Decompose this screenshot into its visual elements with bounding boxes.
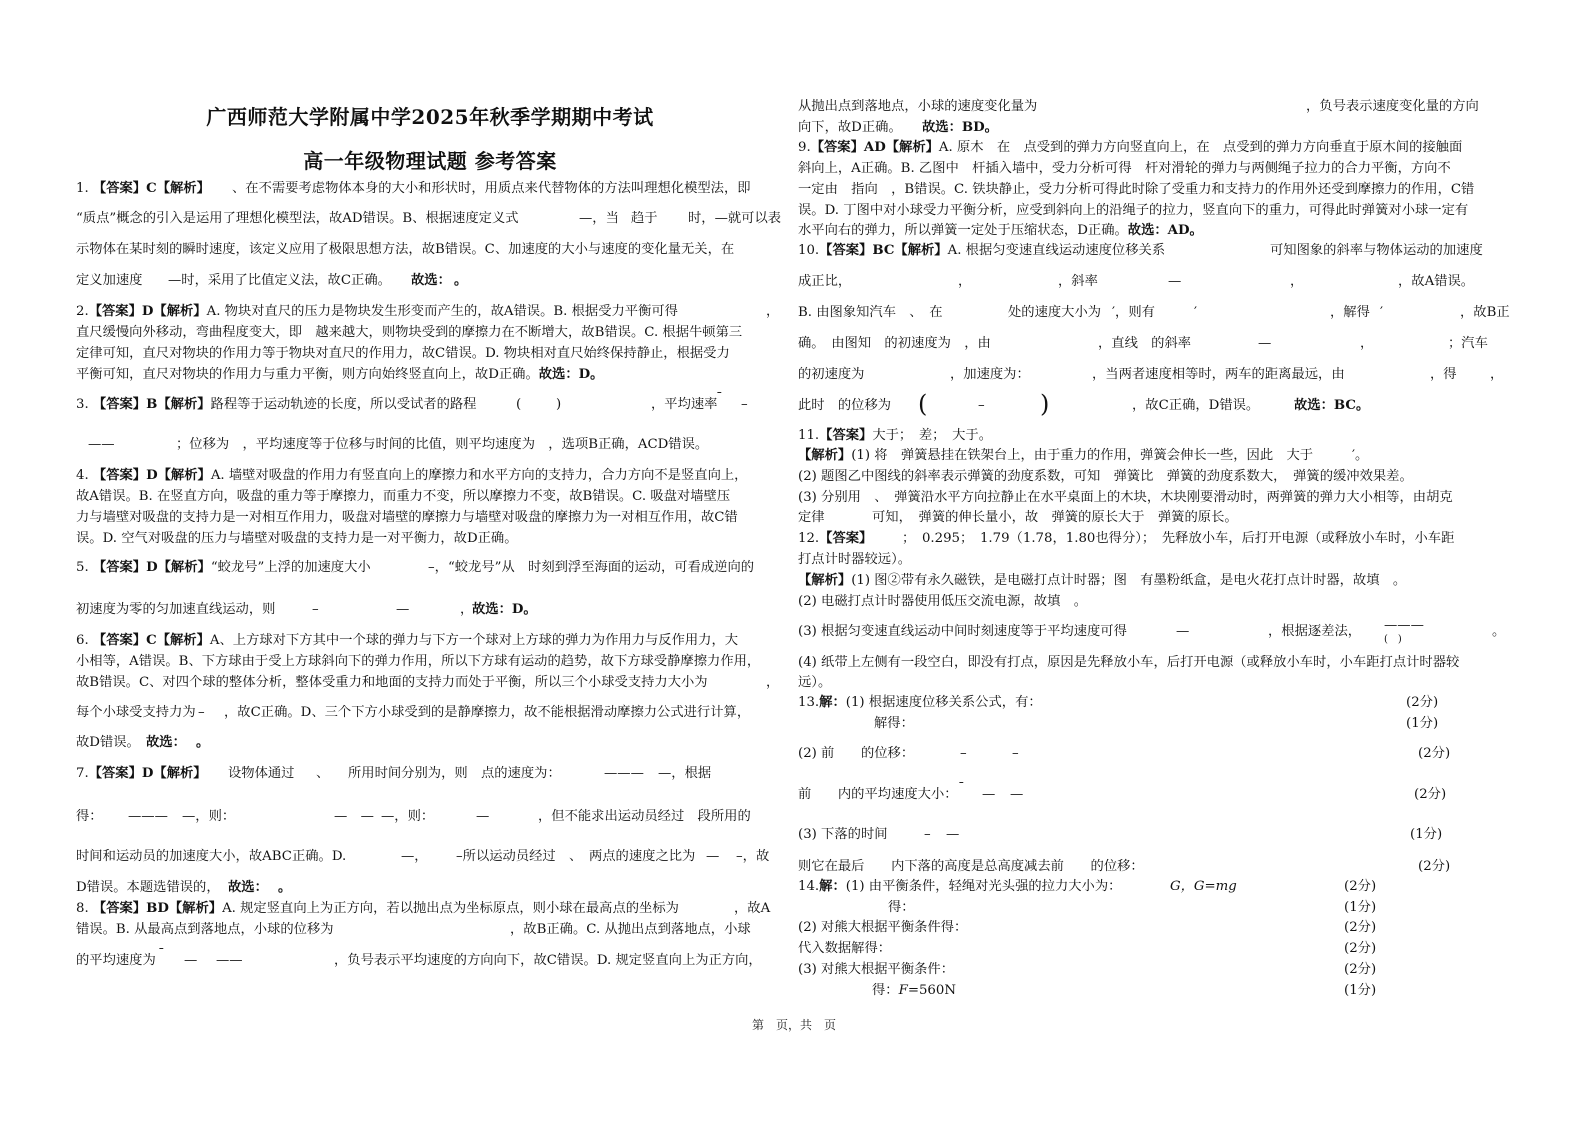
q6-line-3: 故B错误。C、对四个球的整体分析，整体受重力和地面的支持力而处于平衡，所以三个小球受支持力大小为 ， (76, 675, 780, 690)
q2-line-1: 2.【答案】D【解析】A. 物块对直尺的压力是物块发生形变而产生的，故A错误。B. 根据受力平衡可得 ， (76, 304, 780, 319)
q4-line-2: 故A错误。B. 在竖直方向，吸盘的重力等于摩擦力，而重力不变，所以摩擦力不变，故B错误。C. 吸盘对墙壁压 (76, 489, 731, 504)
q6-line-1: 6. 【答案】C【解析】A、上方球对下方其中一个球的弹力与下方一个球对上方球的弹力为作用力与反作用力，大 (76, 633, 739, 648)
answer-tag: 【答案】BD【解析】 (92, 901, 223, 916)
question-number: 3. (76, 397, 89, 412)
q1-line-3: 示物体在某时刻的瞬时速度，该定义应用了极限思想方法，故B错误。C、加速度的大小与速度的变化量无关，在 (76, 242, 735, 257)
answer-tag: 【答案】BC【解析】 (819, 243, 948, 258)
question-number: 7. (76, 766, 89, 781)
q5-line-1: 5. 【答案】D【解析】“蛟龙号”上浮的加速度大小 –，“蛟龙号”从 时刻到浮至海面的运动，可看成逆向的 (76, 560, 755, 575)
question-number: 12. (798, 531, 820, 546)
analysis-tag: 【解析】 (798, 448, 852, 463)
score: (2分) (1406, 695, 1439, 710)
solution-tag: 解： (819, 695, 846, 710)
answer-tag: 【答案】B【解析】 (92, 397, 211, 412)
q1-line-1: 1. 【答案】C【解析】 、在不需要考虑物体本身的大小和形状时，用质点来代替物体的方法叫理想化模型法，即 (76, 181, 751, 196)
score: (1分) (1406, 716, 1439, 731)
q2-line-3: 定律可知，直尺对物块的作用力等于物块对直尺的作用力，故C错误。D. 物块相对直尺始终保持静止，根据受力 (76, 346, 730, 361)
q6-line-2: 小相等，A错误。B、下方球由于受上方球斜向下的弹力作用，所以下方球有运动的趋势，故下方球受静摩擦力作用， (76, 654, 761, 669)
score: (2分) (1418, 746, 1451, 761)
score: (2分) (1344, 941, 1377, 956)
question-number: 11. (798, 428, 820, 443)
score: (1分) (1410, 827, 1443, 842)
answer-tag: 【答案】AD【解析】 (810, 140, 939, 155)
answer-sheet-page: 广西师范大学附属中学2025年秋季学期期中考试 高一年级物理试题 参考答案 1. 【答案】C【解析】 、在不需要考虑物体本身的大小和形状时，用质点来代替物体的方法叫理想化模型法，即 “质点”概念的引入是运用了理想化模型法，故AD错误。B、根据速度定义式 —，当 趋于 时，—就可以表 示物体在某时刻的瞬时速度，该定义应用了极限思想方法，故B错误。C、加速度的大小与速度的变化量无关，在 定义加速度 —时，采用了比值定义法，故C正确。 故选： 。 2.【答案】D【解析】A. 物块对直尺的压力是物块发生形变而产生的，故A错误。B. 根据受力平衡可得 ， 直尺缓慢向外移动，弯曲程度变大，即 越来越大，则物块受到的摩擦力在不断增大，故B错误。C. 根据牛顿第三 定律可知，直尺对物块的作用力等于物块对直尺的作用力，故C错误。D. 物块相对直尺始终保持静止，根据受力 平衡可知，直尺对物块的作用力与重力平衡，则方向始终竖直向上，故D正确。故选：D。 3. 【答案】B【解析】路程等于运动轨迹的长度，所以受试者的路程 ( ) ，平均速率 ¯ – —— ；位移为 ，平均速度等于位移与时间的比值，则平均速度为 ，选项B正确，ACD错误。 4. 【答案】D【解析】A. 墙壁对吸盘的作用力有竖直向上的摩擦力和水平方向的支持力，合力方向不是竖直向上， 故A错误。B. 在竖直方向，吸盘的重力等于摩擦力，而重力不变，所以摩擦力不变，故B错误。C. 吸盘对墙壁压 力与墙壁对吸盘的支持力是一对相互作用力，吸盘对墙壁的摩擦力与墙壁对吸盘的摩擦力为一对相互作用，故C错 误。D. 空气对吸盘的压力与墙壁对吸盘的支持力是一对平衡力，故D正确。 5. 【答案】D【解析】“蛟龙号”上浮的加速度大小 –，“蛟龙号”从 时刻到浮至海面的运动，可看成逆向的 初速度为零的匀加速直线运动，则 – — ， 故选：D。 6. 【答案】C【解析】A、上方球对下方其中一个球的弹力与下方一个球对上方球的弹力为作用力与反作用力，大 小相等，A错误。B、下方球由于受上方球斜向下的弹力作用，所以下方球有运动的趋势，故下方球受静摩擦力作用， 故B错误。C、对四个球的整体分析，整体受重力和地面的支持力而处于平衡，所以三个小球受支持力大小为 ， 每个小球受支持力为 – ，故C正确。D、三个下方小球受到的是静摩擦力，故不能根据滑动摩擦力公式进行计算， 故D错误。 故选： 。 7.【答案】D【解析】 设物体通过 、 所用时间分别为，则 点的速度为： ——— —，根据 得： ——— —，则： — — —，则： — ，但不能求出运动员经过 段所用的 时间和运动员的加速度大小，故ABC正确。D. —， –所以运动员经过 、 两点的速度之比为 — –，故 D错误。本题选错误的， 故选： 。 8. 【答案】BD【解析】A. 规定竖直向上为正方向，若以抛出点为坐标原点，则小球在最高点的坐标为 ，故A 错误。B. 从最高点到落地点，小球的位移为 ，故B正确。C. 从抛出点到落地点，小球 的平均速度为 ¯ — —— ，负号表示平均速度的方向向下，故C错误。D. 规定竖直向上为正方向， 从抛出点到落地点，小球的速度变化量为 ，负号表示速度变化量的方向 向下，故D正确。 故选：BD。 9.【答案】AD【解析】A. 原木 在 点受到的弹力方向竖直向上，在 点受到的弹力方向垂直于原木间的接触面 斜向上，A正确。B. 乙图中 杆插入墙中，受力分析可得 杆对滑轮的弹力与两侧绳子拉力的合力平衡，方向不 一定由 指向 ，B错误。C. 铁块静止，受力分析可得此时除了受重力和支持力的作用外还受到摩擦力的作用，C错 误。D. 丁图中对小球受力平衡分析，应受到斜向上的沿绳子的拉力，竖直向下的重力，可得此时弹簧对小球一定有 水平向右的弹力，所以弹簧一定处于压缩状态，D正确。故选：AD。 10.【答案】BC【解析】A. 根据匀变速直线运动速度位移关系 可知图象的斜率与物体运动的加速度 成正比， ， ，斜率 — ， ，故A错误。 B. 由图象知汽车 、 在 处的速度大小为 ′，则有 ′ ，解得 ′ ，故B正 确。 由图知 的初速度为 ，由 ，直线 的斜率 — ， ；汽车 的初速度为 ，加速度为： ，当两者速度相等时，两车的距离最远，由 ，得 ， 此时 的位移为 ( – ) ，故C正确，D错误。 故选：BC。 11.【答案】大于； 差； 大于。 【解析】(1) 将 弹簧悬挂在铁架台上，由于重力的作用，弹簧会伸长一些，因此 大于 ′。 (2) 题图乙中图线的斜率表示弹簧的劲度系数，可知 弹簧比 弹簧的劲度系数大， 弹簧的缓冲效果差。 (3) 分别用 、 弹簧沿水平方向拉静止在水平桌面上的木块，木块刚要滑动时，两弹簧的弹力大小相等，由胡克 定律 可知， 弹簧的伸长量小，故 弹簧的原长大于 弹簧的原长。 12.【答案】 ； 0.295； 1.79（1.78，1.80也得分）； 先释放小车，后打开电源（或释放小车时，小车距 打点计时器较远）。 【解析】(1) 图②带有永久磁铁，是电磁打点计时器；图 有墨粉纸盒，是电火花打点计时器，故填 。 (2) 电磁打点计时器使用低压交流电源，故填 。 (3) 根据匀变速直线运动中间时刻速度等于平均速度可得 — ，根据逐差法， ——— ( ) 。 (4) 纸带上左侧有一段空白，即没有打点，原因是先释放小车，后打开电源（或释放小车时，小车距打点计时器较 远）。 13.解：(1) 根据速度位移关系公式，有： (2分) 解得： (1分) (2) 前 的位移： – – (2分) 前 内的平均速度大小： ¯ — — (2分) (3) 下落的时间 – — (1分) 则它在最后 内下落的高度是总高度减去前 的位移： (2分) 14.解：(1) 由平衡条件，轻绳对光头强的拉力大小为： G，G=mg (2分) 得： (1分) (2) 对熊大根据平衡条件得： (2分) 代入数据解得： (2分) (3) 对熊大根据平衡条件： (2分) 得：F=560N (1分) 第 页，共 页 (0, 0, 1588, 1123)
score: (1分) (1344, 900, 1377, 915)
analysis-tag: 【解析】 (798, 573, 852, 588)
question-number: 2. (76, 304, 89, 319)
document-subtitle: 高一年级物理试题 参考答案 (303, 149, 557, 173)
question-number: 4. (76, 468, 89, 483)
answer-tag: 【答案】D【解析】 (92, 560, 211, 575)
answer-tag: 【答案】 (819, 428, 873, 443)
q8-line-1: 8. 【答案】BD【解析】A. 规定竖直向上为正方向，若以抛出点为坐标原点，则小球在最高点的坐标为 ，故A (76, 901, 771, 916)
answer-tag: 【答案】 (819, 531, 873, 546)
q2-line-4: 平衡可知，直尺对物块的作用力与重力平衡，则方向始终竖直向上，故D正确。故选：D。 (76, 367, 604, 382)
solution-tag: 解： (819, 879, 846, 894)
score: (2分) (1418, 859, 1451, 874)
question-number: 1. (76, 181, 89, 196)
answer-tag: 【答案】C【解析】 (92, 181, 210, 196)
answer-tag: 【答案】D【解析】 (88, 304, 207, 319)
score: (2分) (1344, 920, 1377, 935)
question-number: 13. (798, 695, 820, 710)
question-number: 6. (76, 633, 89, 648)
q2-line-2: 直尺缓慢向外移动，弯曲程度变大，即 越来越大，则物块受到的摩擦力在不断增大，故B错误。C. 根据牛顿第三 (76, 325, 743, 340)
score: (2分) (1344, 879, 1377, 894)
score: (2分) (1344, 962, 1377, 977)
question-number: 5. (76, 560, 89, 575)
answer-tag: 【答案】D【解析】 (88, 766, 207, 781)
q3-line-1: 3. 【答案】B【解析】路程等于运动轨迹的长度，所以受试者的路程 ( ) ，平均速率 ¯ – (76, 391, 748, 412)
question-number: 8. (76, 901, 89, 916)
q4-line-1: 4. 【答案】D【解析】A. 墙壁对吸盘的作用力有竖直向上的摩擦力和水平方向的支持力，合力方向不是竖直向上， (76, 468, 748, 483)
document-title: 广西师范大学附属中学2025年秋季学期期中考试 (206, 105, 654, 129)
q7-line-1: 7.【答案】D【解析】 设物体通过 、 所用时间分别为，则 点的速度为： ——— —，根据 (76, 766, 712, 781)
answer-tag: 【答案】C【解析】 (92, 633, 210, 648)
score: (1分) (1344, 983, 1377, 998)
q4-line-3: 力与墙壁对吸盘的支持力是一对相互作用力，吸盘对墙壁的摩擦力与墙壁对吸盘的摩擦力为一对相互作用，故C错 (76, 510, 738, 525)
score: (2分) (1414, 787, 1447, 802)
question-number: 10. (798, 243, 820, 258)
question-number: 9. (798, 140, 811, 155)
q4-line-4: 误。D. 空气对吸盘的压力与墙壁对吸盘的支持力是一对平衡力，故D正确。 (76, 531, 518, 546)
answer-tag: 【答案】D【解析】 (92, 468, 211, 483)
page-footer: 第 页，共 页 (751, 1018, 836, 1032)
question-number: 14. (798, 879, 820, 894)
